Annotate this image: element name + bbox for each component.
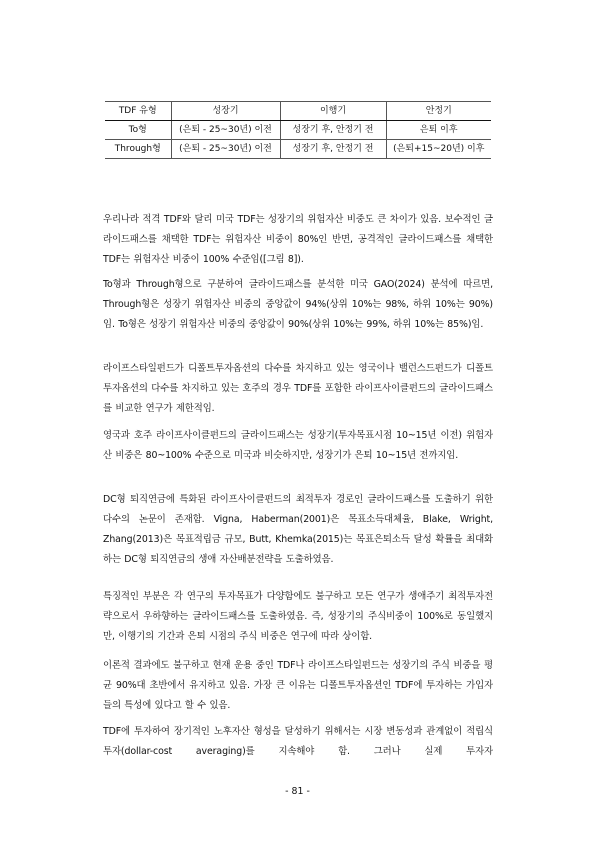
table-cell: 성장기 후, 안정기 전 <box>280 140 386 159</box>
body-paragraph: DC형 퇴직연금에 특화된 라이프사이클펀드의 최적투자 경로인 글라이드패스를 도출하기 위한 다수의 논문이 존재함. Vigna, Haberman(2001)은 목표소득대체율, Blake, Wright, Zhang(2013)은 목표적립금 규모, Butt, Khemka(2015)는 목표은퇴소득 달성 확률을 최대화하는 DC형 퇴직연금의 생애 자산배분전략을 도출하였음. <box>103 494 493 565</box>
table-cell: 은퇴 이후 <box>386 121 491 140</box>
body-paragraph: 라이프스타일펀드가 디폴트투자옵션의 다수를 차지하고 있는 영국이나 밸런스드펀드가 디폴트투자옵션의 다수를 차지하고 있는 호주의 경우 TDF를 포함한 라이프사이클펀드의 글라이드패스를 비교한 연구가 제한적임. <box>103 363 493 414</box>
table-cell: 성장기 후, 안정기 전 <box>280 121 386 140</box>
page-number: - 81 - <box>285 786 310 797</box>
table-cell: Through형 <box>105 140 171 159</box>
body-paragraph: To형과 Through형으로 구분하여 글라이드패스를 분석한 미국 GAO(2024) 분석에 따르면, Through형은 성장기 위험자산 비중의 중앙값이 94%(상위 10%는 98%, 하위 10%는 90%)임. To형은 성장기 위험자산 비중의 중앙값이 90%(상위 10%는 99%, 하위 10%는 85%)임. <box>103 279 493 330</box>
table-cell: (은퇴+15~20년) 이후 <box>386 140 491 159</box>
table-cell: (은퇴 - 25~30년) 이전 <box>171 121 280 140</box>
table-header-cell: 안정기 <box>386 102 491 121</box>
table-header-row <box>105 102 491 121</box>
table-header-cell: TDF 유형 <box>105 102 171 121</box>
body-paragraph: TDF에 투자하여 장기적인 노후자산 형성을 달성하기 위해서는 시장 변동성과 관계없이 적립식 투자(dollar-cost averaging)를 지속해야 함. 그러나 실제 투자자 <box>103 726 493 757</box>
body-paragraph: 이론적 결과에도 불구하고 현재 운용 중인 TDF나 라이프스타일펀드는 성장기의 주식 비중을 평균 90%대 초반에서 유지하고 있음. 가장 큰 이유는 디폴트투자옵션인 TDF에 투자하는 가입자들의 특성에 있다고 할 수 있음. <box>103 660 493 711</box>
body-paragraph: 특징적인 부분은 각 연구의 투자목표가 다양함에도 불구하고 모든 연구가 생애주기 최적투자전략으로서 우하향하는 글라이드패스를 도출하였음. 즉, 성장기의 주식비중이 100%로 동일했지만, 이행기의 기간과 은퇴 시점의 주식 비중은 연구에 따라 상이함. <box>103 591 493 642</box>
body-paragraph: 우리나라 적격 TDF와 달리 미국 TDF는 성장기의 위험자산 비중도 큰 차이가 있음. 보수적인 글라이드패스를 채택한 TDF는 위험자산 비중이 80%인 반면, 공격적인 글라이드패스를 채택한 TDF는 위험자산 비중이 100% 수준임([그림 8]). <box>103 214 493 265</box>
body-paragraph: 영국과 호주 라이프사이클펀드의 글라이드패스는 성장기(투자목표시점 10~15년 이전) 위험자산 비중은 80~100% 수준으로 미국과 비슷하지만, 성장기가 은퇴 10~15년 전까지임. <box>103 430 493 461</box>
table-cell: (은퇴 - 25~30년) 이전 <box>171 140 280 159</box>
table-header-cell: 이행기 <box>280 102 386 121</box>
table-cell: To형 <box>105 121 171 140</box>
tdf-type-table <box>105 101 491 159</box>
table-row <box>105 140 491 159</box>
table-row <box>105 121 491 140</box>
table-header-cell: 성장기 <box>171 102 280 121</box>
